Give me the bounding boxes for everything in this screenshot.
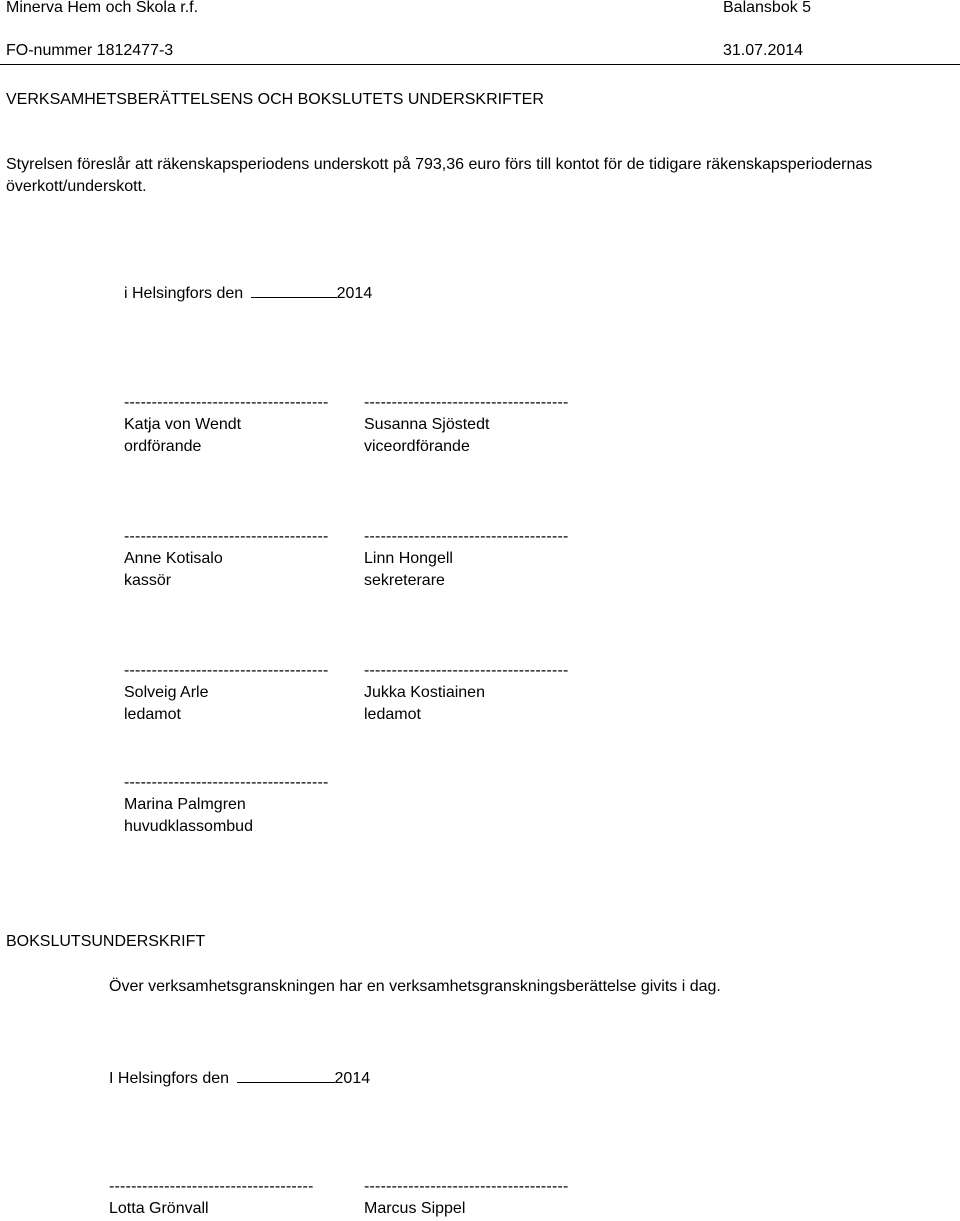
organization-name: Minerva Hem och Skola r.f. xyxy=(6,0,199,16)
place-date-year: 2014 xyxy=(336,285,373,302)
place-date-line xyxy=(124,281,372,304)
signature-line: ------------------------------------- xyxy=(124,662,329,679)
signature-block xyxy=(124,526,329,592)
signature-line: ------------------------------------- xyxy=(364,1178,569,1195)
signature-line: ------------------------------------- xyxy=(364,394,569,411)
fo-number: FO-nummer 1812477-3 xyxy=(6,42,174,59)
signature-block xyxy=(124,392,329,458)
signatory-role: ordförande xyxy=(124,438,202,455)
signature-block xyxy=(124,660,329,726)
signatory-name: Lotta Grönvall xyxy=(109,1200,209,1217)
signatory-role: ledamot xyxy=(124,706,181,723)
signature-block xyxy=(124,772,329,838)
page-title: VERKSAMHETSBERÄTTELSENS OCH BOKSLUTETS UNDERSKRIFTER xyxy=(6,91,544,108)
signature-block xyxy=(364,392,569,458)
signature-line: ------------------------------------- xyxy=(364,662,569,679)
signature-block xyxy=(109,1176,314,1220)
intro-text-line-1: Styrelsen föreslår att räkenskapsperiodens underskott på 793,36 euro förs till kontot för de tidigare räkenskapsperiodernas xyxy=(6,156,873,173)
signature-line: ------------------------------------- xyxy=(124,528,329,545)
header-date: 31.07.2014 xyxy=(723,42,804,59)
signature-line: ------------------------------------- xyxy=(109,1178,314,1195)
signature-line: ------------------------------------- xyxy=(124,394,329,411)
signatory-role: ledamot xyxy=(364,706,421,723)
signatory-name: Katja von Wendt xyxy=(124,416,242,433)
signature-block xyxy=(364,1176,569,1220)
signature-line: ------------------------------------- xyxy=(364,528,569,545)
signatory-name: Solveig Arle xyxy=(124,684,209,701)
signatory-name: Jukka Kostiainen xyxy=(364,684,485,701)
place-date-line xyxy=(109,1066,370,1089)
signatory-name: Marina Palmgren xyxy=(124,796,246,813)
signatory-name: Anne Kotisalo xyxy=(124,550,223,567)
signature-block xyxy=(364,660,569,726)
signatory-name: Linn Hongell xyxy=(364,550,453,567)
header-divider xyxy=(0,64,960,65)
closing-heading: BOKSLUTSUNDERSKRIFT xyxy=(6,933,206,950)
date-blank xyxy=(251,281,337,298)
closing-text: Över verksamhetsgranskningen har en verksamhetsgranskningsberättelse givits i dag. xyxy=(109,978,721,995)
place-date-year: 2014 xyxy=(334,1070,371,1087)
signatory-role: viceordförande xyxy=(364,438,470,455)
intro-text-line-2: överkott/underskott. xyxy=(6,178,147,195)
signatory-name: Marcus Sippel xyxy=(364,1200,466,1217)
signatory-role: sekreterare xyxy=(364,572,445,589)
place-date-prefix: I Helsingfors den xyxy=(109,1070,230,1087)
book-label: Balansbok 5 xyxy=(723,0,812,16)
signature-block xyxy=(364,526,569,592)
date-blank xyxy=(237,1066,335,1083)
signatory-role: kassör xyxy=(124,572,172,589)
signatory-role: huvudklassombud xyxy=(124,818,253,835)
signature-line: ------------------------------------- xyxy=(124,774,329,791)
signatory-name: Susanna Sjöstedt xyxy=(364,416,490,433)
place-date-prefix: i Helsingfors den xyxy=(124,285,244,302)
